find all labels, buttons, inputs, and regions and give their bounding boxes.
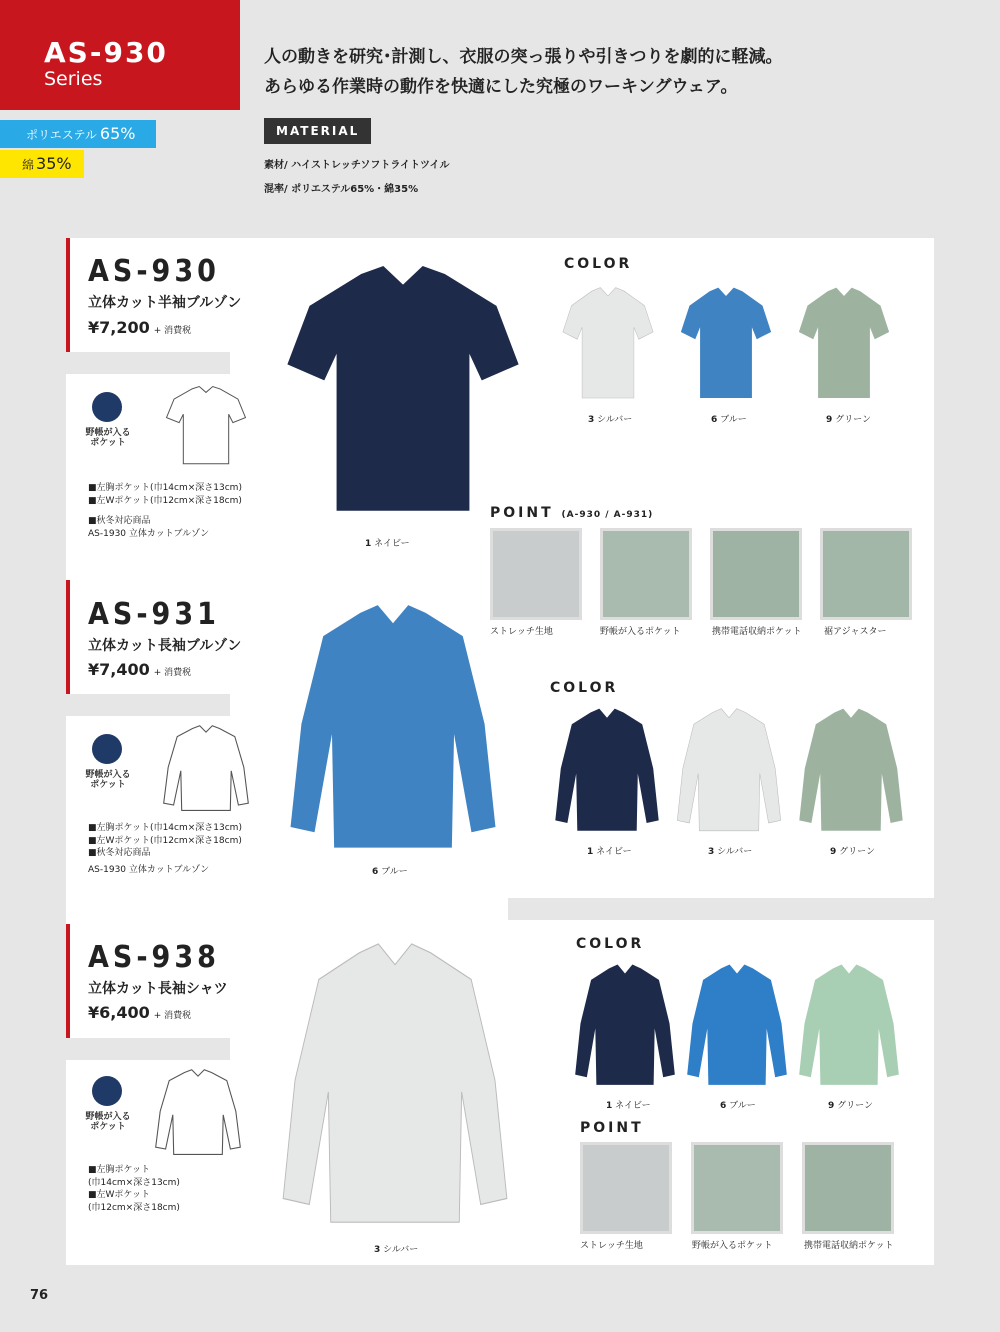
color-num: 9	[828, 1101, 835, 1111]
spec-list	[88, 482, 242, 540]
spec-line: ■左Wポケット(巾12cm×深さ18cm)	[88, 495, 242, 506]
spec-line: AS-1930 立体カットブルゾン	[88, 528, 210, 539]
back-view-drawing	[142, 384, 270, 468]
color-caption	[830, 844, 875, 857]
spec-gap-1	[66, 352, 230, 374]
back-view-drawing	[148, 1068, 248, 1158]
spec-line: ■左胸ポケット(巾14cm×深さ13cm)	[88, 483, 242, 493]
point-photo	[600, 528, 692, 620]
spec-list	[88, 1164, 180, 1214]
model-title: AS-931	[88, 597, 220, 632]
red-accent-bar	[66, 580, 70, 694]
tax-note: + 消費税	[153, 1011, 192, 1021]
fabric-cotton-tag	[0, 150, 84, 178]
color-name: ネイビー	[596, 847, 632, 857]
color-caption	[720, 1098, 756, 1111]
series-subtitle: Series	[44, 68, 103, 90]
spec-line: (巾12cm×深さ18cm)	[88, 1202, 180, 1213]
point-caption: 野帳が入るポケット	[692, 1241, 773, 1251]
point-title: POINT	[490, 505, 554, 521]
tax-note: + 消費税	[153, 668, 192, 678]
icon-label-1: 野帳が入る	[85, 1112, 131, 1122]
notebook-pocket-icon	[92, 392, 122, 422]
fabric-polyester-tag	[0, 120, 156, 148]
spec-list	[88, 822, 242, 876]
model-title: AS-930	[88, 254, 220, 289]
icon-label-1: 野帳が入る	[85, 428, 131, 438]
caption-text: ネイビー	[374, 539, 410, 549]
spec-line: ■左Wポケット(巾12cm×深さ18cm)	[88, 835, 242, 846]
price	[88, 1003, 191, 1022]
color-num: 9	[830, 847, 837, 857]
point-header	[490, 505, 653, 521]
panel-bridge	[66, 898, 508, 920]
point-photo	[580, 1142, 672, 1234]
point-photo	[691, 1142, 783, 1234]
product-name: 立体カット長袖ブルゾン	[88, 638, 242, 654]
color-name: グリーン	[839, 847, 875, 857]
color-swatch-row	[570, 962, 920, 1092]
caption-num: 6	[372, 867, 379, 877]
caption-num: 3	[374, 1245, 381, 1255]
headline-line-1: 人の動きを研究･計測し、衣服の突っ張りや引きつりを劇的に軽減。	[264, 47, 783, 67]
color-swatch	[560, 284, 656, 404]
color-header: COLOR	[576, 936, 645, 952]
color-caption	[588, 412, 632, 425]
spec-line: ■左胸ポケット	[88, 1165, 151, 1175]
point-caption: 携帯電話収納ポケット	[712, 627, 802, 637]
point-caption: 携帯電話収納ポケット	[804, 1241, 894, 1251]
caption-text: シルバー	[383, 1245, 419, 1255]
spec-line: ■左胸ポケット(巾14cm×深さ13cm)	[88, 823, 242, 833]
color-header: COLOR	[564, 256, 633, 272]
caption-num: 1	[365, 539, 372, 549]
color-name: ネイビー	[615, 1101, 651, 1111]
point-photo	[802, 1142, 894, 1234]
color-name: グリーン	[837, 1101, 873, 1111]
color-name: グリーン	[835, 415, 871, 425]
color-caption	[606, 1098, 651, 1111]
model-title: AS-938	[88, 940, 220, 975]
spec-line: ■秋冬対応商品	[88, 516, 151, 526]
spec-line: (巾14cm×深さ13cm)	[88, 1177, 180, 1188]
icon-label-2: ポケット	[90, 438, 126, 448]
color-swatch-row	[550, 706, 920, 838]
icon-label-1: 野帳が入る	[85, 770, 131, 780]
color-num: 1	[606, 1101, 613, 1111]
product-name: 立体カット半袖ブルゾン	[88, 295, 242, 311]
price	[88, 318, 191, 337]
color-caption	[711, 412, 747, 425]
color-num: 3	[708, 847, 715, 857]
color-caption	[708, 844, 752, 857]
material-fabric: 素材/ ハイストレッチソフトライトツイル	[264, 160, 450, 171]
color-caption	[587, 844, 632, 857]
color-name: シルバー	[597, 415, 633, 425]
material-label: MATERIAL	[264, 118, 371, 144]
icon-label	[82, 428, 134, 448]
spec-gap-3	[66, 1038, 230, 1060]
point-caption: ストレッチ生地	[490, 627, 553, 637]
point-caption: ストレッチ生地	[580, 1241, 643, 1251]
color-num: 6	[711, 415, 718, 425]
series-title: AS-930	[44, 36, 168, 69]
color-name: シルバー	[717, 847, 753, 857]
icon-label-2: ポケット	[90, 1122, 126, 1132]
point-subtitle: (A-930 / A-931)	[561, 510, 654, 520]
point-caption: 裾アジャスター	[824, 627, 887, 637]
fabric-poly-label: ポリエステル	[26, 128, 97, 142]
color-num: 3	[588, 415, 595, 425]
color-name: ブルー	[729, 1101, 756, 1111]
fabric-poly-pct: 65%	[99, 124, 136, 143]
color-swatch	[552, 706, 662, 836]
fabric-cotton-label: 綿	[22, 158, 35, 172]
fabric-cotton-pct: 35%	[36, 154, 72, 173]
main-garment-blue	[284, 600, 502, 858]
color-swatch	[572, 962, 678, 1090]
color-swatch	[796, 962, 902, 1090]
notebook-pocket-icon	[92, 1076, 122, 1106]
notebook-pocket-icon	[92, 734, 122, 764]
color-caption	[826, 412, 871, 425]
price-value: ¥7,400	[88, 660, 150, 679]
red-accent-bar	[66, 238, 70, 352]
icon-label	[82, 1112, 134, 1132]
color-num: 6	[720, 1101, 727, 1111]
color-header: COLOR	[550, 680, 619, 696]
tax-note: + 消費税	[153, 326, 192, 336]
icon-label	[82, 770, 134, 790]
main-garment-silver	[276, 938, 514, 1234]
point-photo	[820, 528, 912, 620]
price-value: ¥7,200	[88, 318, 150, 337]
series-banner	[0, 0, 240, 110]
page-number: 76	[30, 1288, 49, 1303]
color-swatch	[796, 284, 892, 404]
color-num: 1	[587, 847, 594, 857]
color-num: 9	[826, 415, 833, 425]
color-swatch	[796, 706, 906, 836]
back-view-drawing	[150, 724, 262, 814]
color-swatch-row	[560, 284, 920, 404]
main-caption	[372, 864, 408, 877]
headline	[264, 42, 783, 102]
spec-line: AS-1930 立体カットブルゾン	[88, 864, 210, 875]
product-name: 立体カット長袖シャツ	[88, 981, 228, 997]
caption-text: ブルー	[381, 867, 408, 877]
price	[88, 660, 191, 679]
spec-line: ■秋冬対応商品	[88, 848, 151, 858]
price-value: ¥6,400	[88, 1003, 150, 1022]
color-name: ブルー	[720, 415, 747, 425]
point-photo	[490, 528, 582, 620]
point-caption: 野帳が入るポケット	[600, 627, 681, 637]
main-caption	[365, 536, 410, 549]
main-caption	[374, 1242, 418, 1255]
point-photo	[710, 528, 802, 620]
point-header: POINT	[580, 1120, 644, 1136]
color-swatch	[678, 284, 774, 404]
material-blend: 混率/ ポリエステル65%・綿35%	[264, 184, 419, 195]
red-accent-bar	[66, 924, 70, 1038]
icon-label-2: ポケット	[90, 780, 126, 790]
color-swatch	[674, 706, 784, 836]
spec-gap-2	[66, 694, 230, 716]
spec-line: ■左Wポケット	[88, 1190, 150, 1200]
color-swatch	[684, 962, 790, 1090]
color-caption	[828, 1098, 873, 1111]
main-garment-navy	[280, 258, 526, 524]
headline-line-2: あらゆる作業時の動作を快適にした究極のワーキングウェア。	[264, 77, 738, 97]
